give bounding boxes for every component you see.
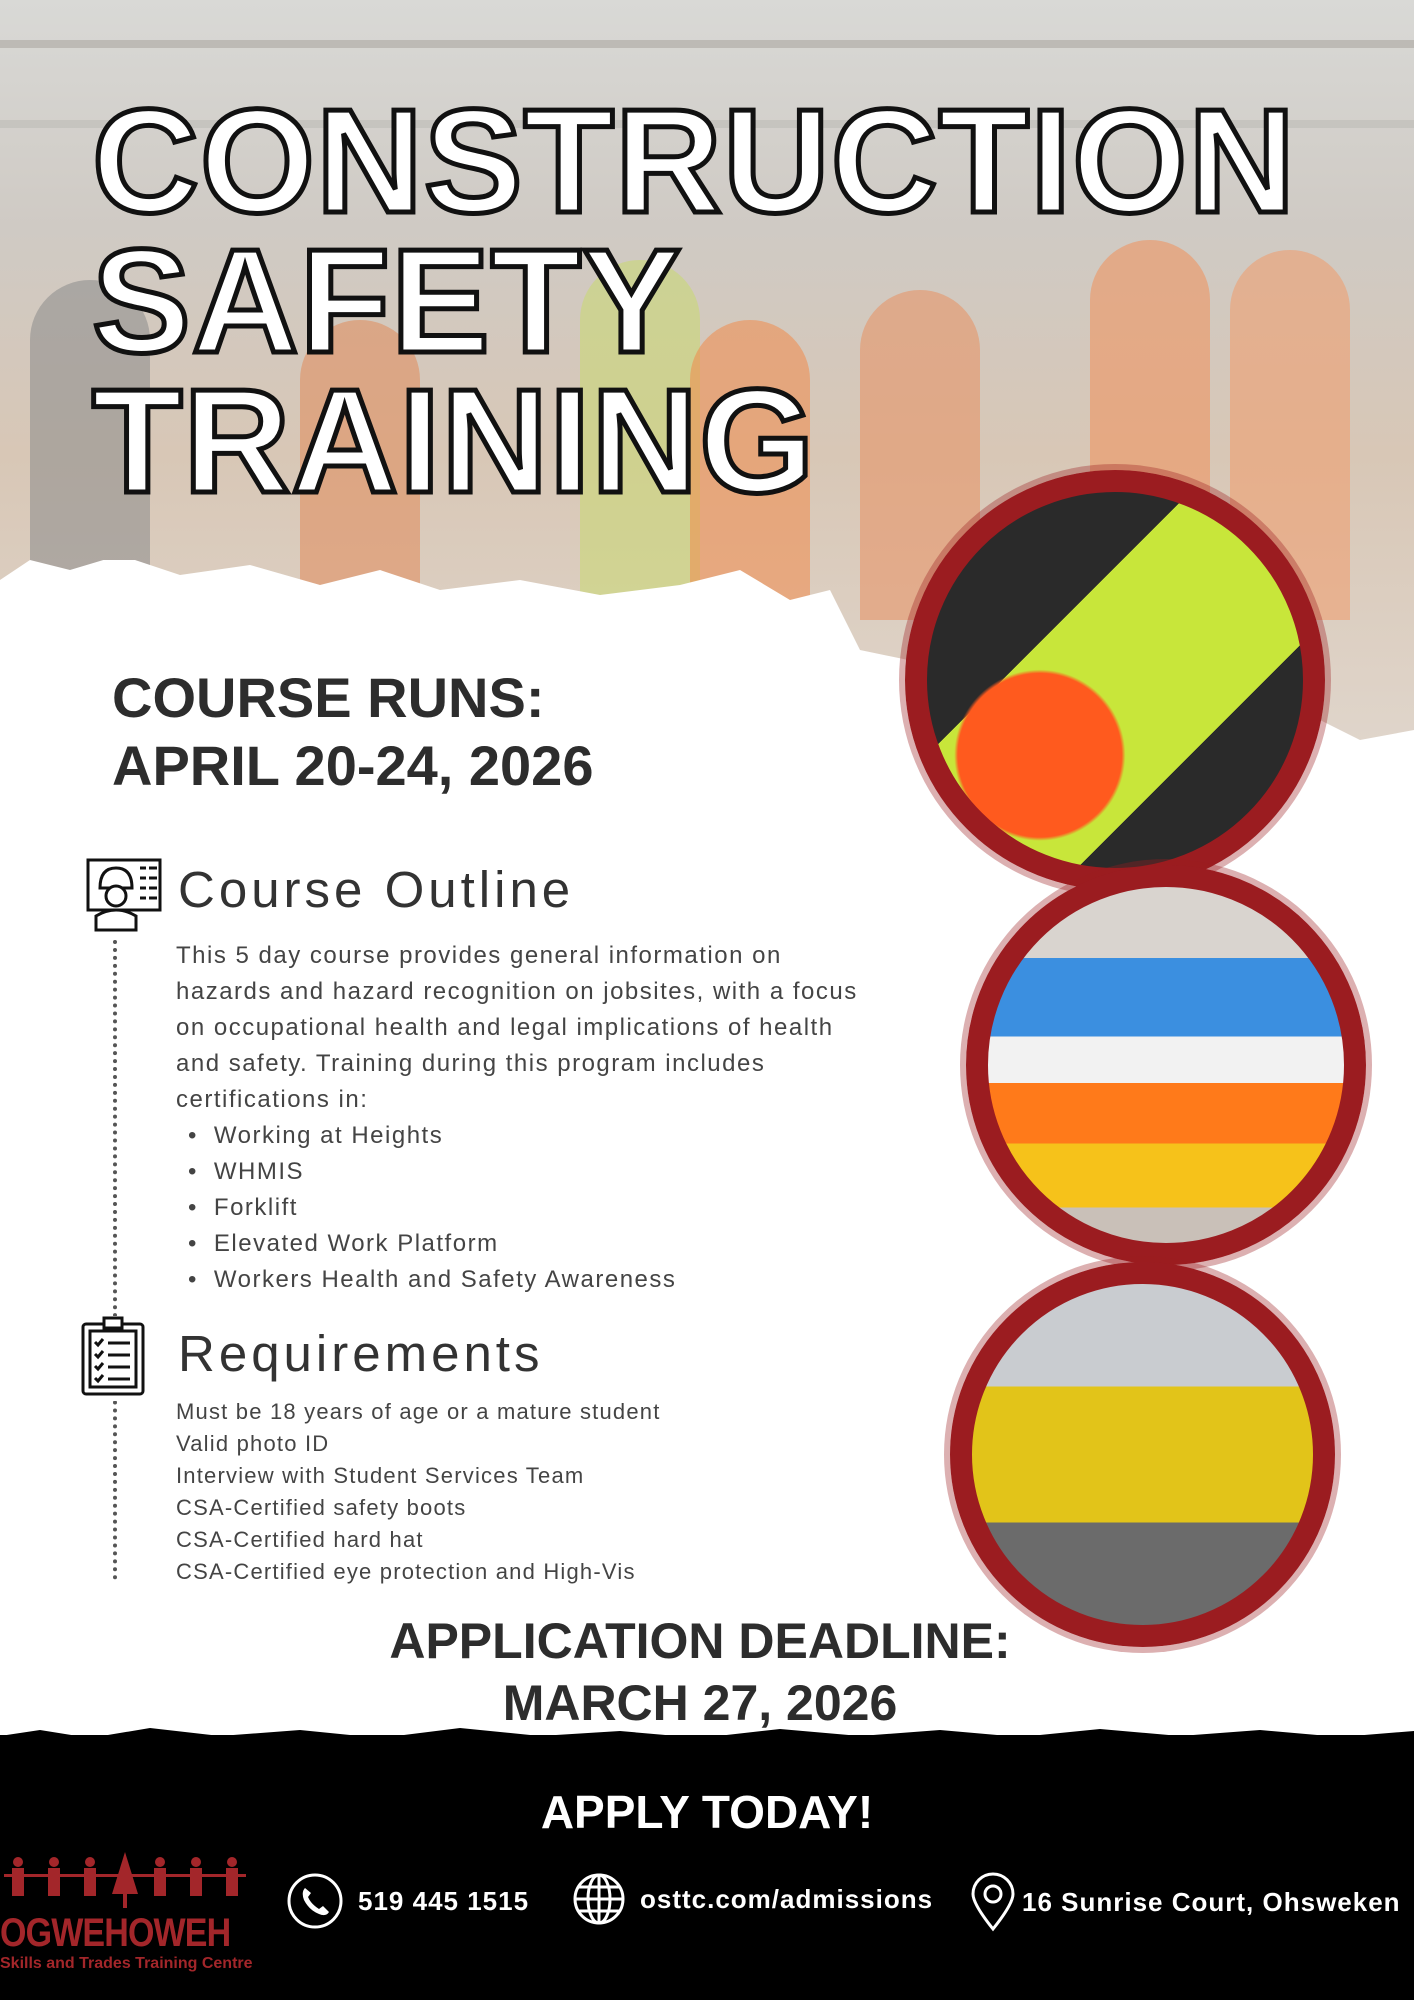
list-item: • WHMIS (188, 1154, 876, 1190)
safety-vest-helmet-photo (905, 470, 1325, 890)
people-tree-logo-icon (0, 1850, 250, 1908)
clipboard-checklist-icon (80, 1316, 146, 1401)
list-item: • Working at Heights (188, 1118, 876, 1154)
location-pin-icon (970, 1872, 1016, 1932)
logo-name: OGWEHOWEH (0, 1911, 231, 1955)
title-line: SAFETY (92, 219, 682, 384)
contact-phone[interactable] (286, 1872, 529, 1930)
apply-today-cta: APPLY TODAY! (540, 1786, 874, 1838)
course-outline-text (176, 938, 876, 1298)
logo-subtitle: Skills and Trades Training Centre (0, 1955, 253, 1972)
forklift-photo (950, 1262, 1335, 1647)
deadline-date: MARCH 27, 2026 (502, 1675, 898, 1731)
contact-address (970, 1872, 1401, 1932)
list-item: Must be 18 years of age or a mature student (176, 1399, 661, 1424)
worker-icon (86, 858, 162, 937)
course-description: This 5 day course provides general information on hazards and hazard recognition on jobsites, with a focus on occupational health and legal implications of health and safety. Training during this program includes certifications in: (176, 942, 858, 1113)
list-item: Valid photo ID (176, 1431, 330, 1456)
timeline-dotted-line (113, 940, 117, 1580)
title-line: TRAINING (92, 359, 816, 524)
requirements-list (176, 1396, 661, 1588)
address: 16 Sunrise Court, Ohsweken (1022, 1886, 1401, 1917)
list-item: • Workers Health and Safety Awareness (188, 1262, 876, 1298)
application-deadline (300, 1610, 1100, 1734)
list-item: • Forklift (188, 1190, 876, 1226)
phone-icon (286, 1872, 344, 1930)
poster-title (92, 79, 1297, 524)
requirements-heading: Requirements (178, 1325, 544, 1382)
phone-number: 519 445 1515 (358, 1885, 530, 1916)
hard-hats-stack-photo (966, 865, 1366, 1265)
globe-icon (572, 1872, 626, 1926)
website-link[interactable]: osttc.com/admissions (640, 1883, 934, 1914)
course-runs-dates: APRIL 20-24, 2026 (112, 734, 594, 797)
list-item: CSA-Certified hard hat (176, 1527, 424, 1552)
certification-list (188, 1118, 876, 1298)
course-runs (112, 664, 593, 800)
list-item: CSA-Certified safety boots (176, 1495, 467, 1520)
list-item: Interview with Student Services Team (176, 1463, 585, 1488)
deadline-label: APPLICATION DEADLINE: (389, 1613, 1011, 1669)
contact-website[interactable] (572, 1872, 933, 1926)
list-item: CSA-Certified eye protection and High-Vis (176, 1559, 636, 1584)
ogwehoweh-logo (0, 1850, 255, 1973)
list-item: • Elevated Work Platform (188, 1226, 876, 1262)
course-runs-label: COURSE RUNS: (112, 666, 545, 729)
title-line: CONSTRUCTION (92, 79, 1297, 244)
course-outline-heading: Course Outline (178, 861, 575, 918)
